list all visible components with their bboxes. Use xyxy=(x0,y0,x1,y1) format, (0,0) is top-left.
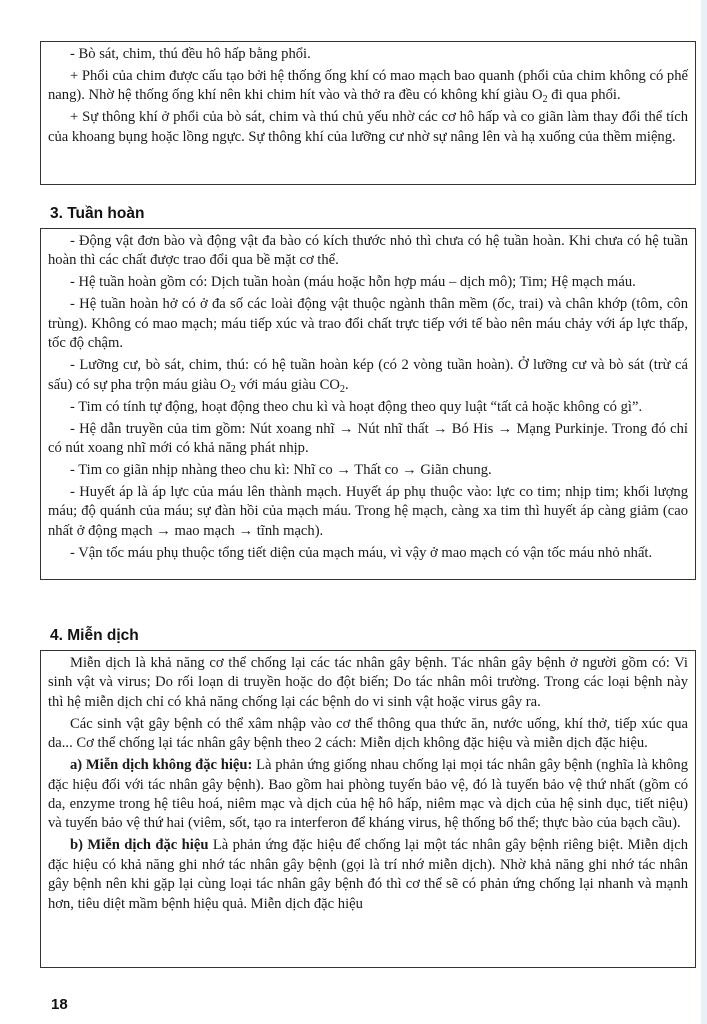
paragraph: - Lưỡng cư, bò sát, chim, thú: có hệ tuần hoàn kép (có 2 vòng tuần hoàn). Ở lưỡng cư và bò sát (trừ cá sấu) có sự pha trộn máu giàu $O_2$ với máu giàu $CO_2$. xyxy=(48,357,688,395)
immunity-box xyxy=(40,650,696,968)
paragraph: Các sinh vật gây bệnh có thể xâm nhập vào cơ thể thông qua thức ăn, nước uống, khí thở, tiếp xúc qua da... Cơ thể chống lại tác nhân gây bệnh theo 2 cách: Miễn dịch không đặc hiệu và miễn dịch đặc hiệu. xyxy=(48,715,688,752)
section-heading-circulation: 3. Tuần hoàn xyxy=(50,205,145,222)
respiration-summary-box xyxy=(40,41,696,185)
paragraph: a) Miễn dịch không đặc hiệu: Là phản ứng giống nhau chống lại mọi tác nhân gây bệnh (nghĩa là không đặc hiệu đối với tác nhân gây bệnh). Bao gồm hai phòng tuyến bảo vệ, đó là tuyến bảo vệ thứ nhất (gồm có da, enzyme trong hệ tiêu hoá, niêm mạc và dịch của hệ hô hấp, niêm mạc và dịch của hệ sinh dục, tiết niệu) và tuyến bảo vệ thứ hai (viêm, sốt, tạo ra interferon để kháng virus, hệ thống bổ thể; thực bào của bạch cầu). xyxy=(48,757,689,832)
paragraph: Miễn dịch là khả năng cơ thể chống lại các tác nhân gây bệnh. Tác nhân gây bệnh ở người gồm có: Vi sinh vật và virus; Do rối loạn di truyền hoặc do đột biến; Do tác nhân môi trường. Trong các loại bệnh này thì hệ miễn dịch chỉ có khả năng chống lại các bệnh do vi sinh vật hoặc virus gây ra. xyxy=(48,655,688,710)
paragraph: - Hệ tuần hoàn gồm có: Dịch tuần hoàn (máu hoặc hỗn hợp máu – dịch mô); Tim; Hệ mạch máu. xyxy=(70,274,636,291)
paragraph: + Sự thông khí ở phổi của bò sát, chim và thú chủ yếu nhờ các cơ hô hấp và co giãn làm thay đổi thể tích của khoang bụng hoặc lồng ngực. Sự thông khí của lưỡng cư nhờ sự nâng lên và hạ xuống của thềm miệng. xyxy=(48,109,688,145)
page-number: 18 xyxy=(51,996,68,1013)
page-edge-band xyxy=(701,0,707,1024)
paragraph: + Phổi của chim được cấu tạo bởi hệ thống ống khí có mao mạch bao quanh (phổi của chim không có phế nang). Nhờ hệ thống ống khí nên khi chim hít vào và thở ra đều có không khí giàu $O_2$ đi qua phổi. xyxy=(48,68,688,106)
subheading-specific: b) Miễn dịch đặc hiệu xyxy=(70,837,209,854)
paragraph: - Động vật đơn bào và động vật đa bào có kích thước nhỏ thì chưa có hệ tuần hoàn. Khi chưa có hệ tuần hoàn thì các chất được trao đổi qua bề mặt cơ thể. xyxy=(48,233,688,269)
paragraph: - Hệ tuần hoàn hở có ở đa số các loài động vật thuộc ngành thân mềm (ốc, trai) và chân khớp (tôm, côn trùng). Không có mao mạch; máu tiếp xúc và trao đổi chất trực tiếp với tế bào nên máu chảy với áp lực thấp, tốc độ chậm. xyxy=(48,296,688,352)
paragraph: - Bò sát, chim, thú đều hô hấp bằng phổi. xyxy=(70,46,311,62)
subheading-nonspecific: a) Miễn dịch không đặc hiệu: xyxy=(70,757,253,774)
section-heading-immunity: 4. Miễn dịch xyxy=(50,627,139,644)
paragraph: - Tim co giãn nhịp nhàng theo chu kì: Nhĩ co → Thất co → Giãn chung. xyxy=(70,462,492,479)
paragraph: - Hệ dẫn truyền của tim gồm: Nút xoang nhĩ → Nút nhĩ thất → Bó His → Mạng Purkinje. Trong đó chỉ có nút xoang nhĩ mới có khả năng phát nhịp. xyxy=(48,420,688,457)
paragraph: - Huyết áp là áp lực của máu lên thành mạch. Huyết áp phụ thuộc vào: lực co tim; nhịp tim; khối lượng máu; độ quánh của máu; sự đàn hồi của mạch máu. Trong hệ mạch, càng xa tim thì huyết áp càng giảm (cao nhất ở động mạch → mao mạch → tĩnh mạch). xyxy=(48,484,688,539)
circulation-box xyxy=(40,228,696,580)
paragraph: b) Miễn dịch đặc hiệu Là phản ứng đặc hiệu để chống lại một tác nhân gây bệnh riêng biệt. Miễn dịch đặc hiệu có khả năng ghi nhớ tác nhân gây bệnh (gọi là trí nhớ miễn dịch). Nhờ khả năng ghi nhớ tác nhân gây bệnh nên khi gặp lại cùng loại tác nhân gây bệnh đó thì cơ thể sẽ có phản ứng chống lại nhanh và mạnh hơn, tiêu diệt mầm bệnh hiệu quả. Miễn dịch đặc hiệu xyxy=(48,837,688,912)
paragraph: - Vận tốc máu phụ thuộc tổng tiết diện của mạch máu, vì vậy ở mao mạch có vận tốc máu nhỏ nhất. xyxy=(70,544,653,561)
paragraph: - Tim có tính tự động, hoạt động theo chu kì và hoạt động theo quy luật “tất cả hoặc không có gì”. xyxy=(70,398,643,415)
